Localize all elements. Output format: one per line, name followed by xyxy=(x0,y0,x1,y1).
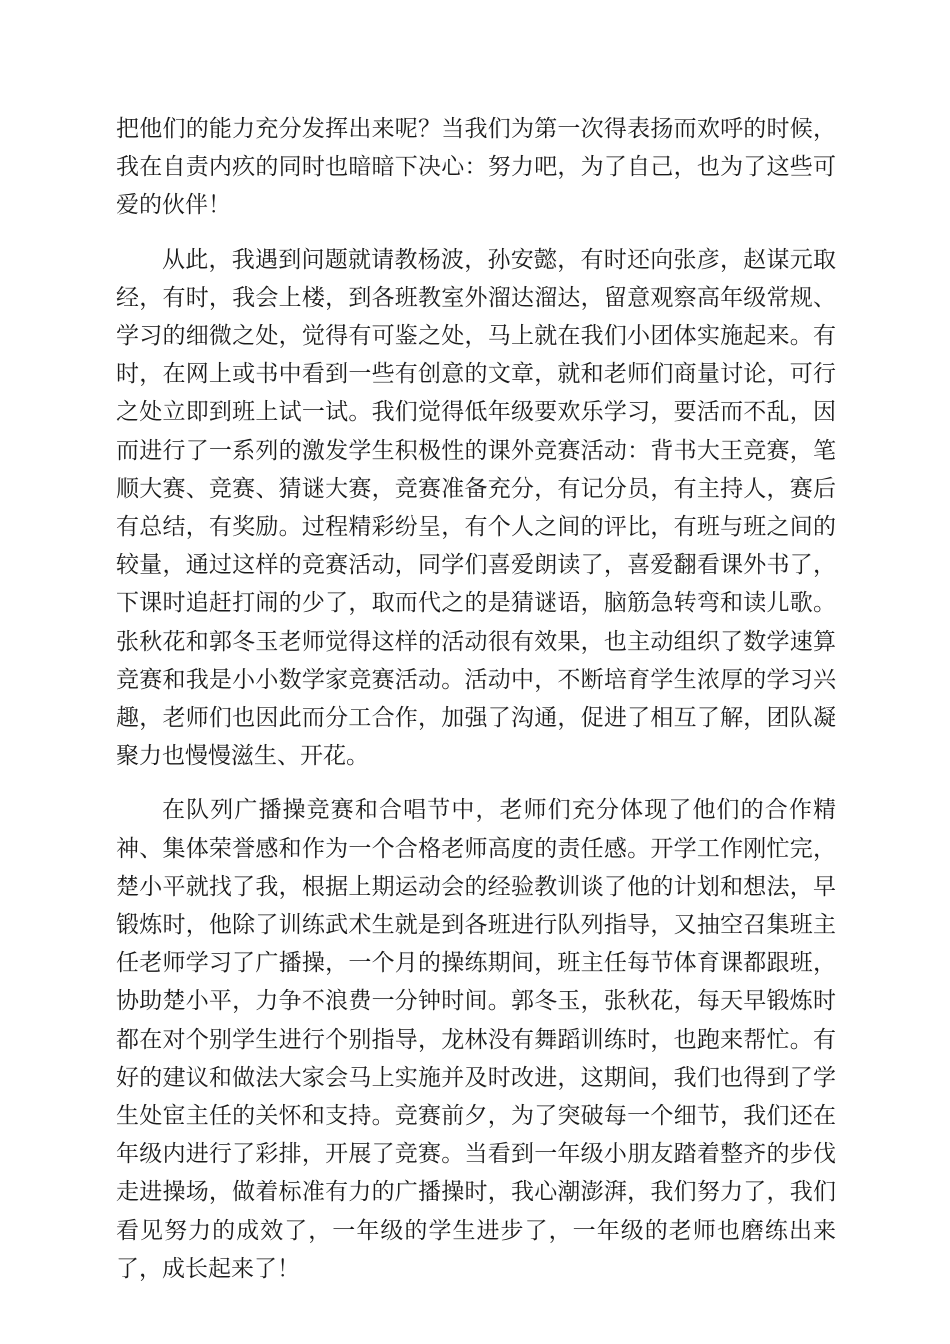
paragraph-continuation: 把他们的能力充分发挥出来呢？当我们为第一次得表扬而欢呼的时候，我在自责内疚的同时也暗暗下决心：努力吧，为了自己，也为了这些可爱的伙伴！ xyxy=(116,116,836,219)
paragraph-exercise-competition: 在队列广播操竞赛和合唱节中，老师们充分体现了他们的合作精神、集体荣誉感和作为一个合格老师高度的责任感。开学工作刚忙完，楚小平就找了我，根据上期运动会的经验教训谈了他的计划和想法，早锻炼时，他除了训练武术生就是到各班进行队列指导，又抽空召集班主任老师学习了广播操，一个月的操练期间，班主任每节体育课都跟班，协助楚小平，力争不浪费一分钟时间。郭冬玉，张秋花，每天早锻炼时都在对个别学生进行个别指导，龙林没有舞蹈训练时，也跑来帮忙。有好的建议和做法大家会马上实施并及时改进，这期间，我们也得到了学生处宦主任的关怀和支持。竞赛前夕，为了突破每一个细节，我们还在年级内进行了彩排，开展了竞赛。当看到一年级小朋友踏着整齐的步伐走进操场，做着标准有力的广播操时，我心潮澎湃，我们努力了，我们看见努力的成效了，一年级的学生进步了，一年级的老师也磨练出来了，成长起来了！ xyxy=(116,797,836,1282)
document-body xyxy=(116,110,836,1304)
paragraph-teamwork-activities: 从此，我遇到问题就请教杨波，孙安懿，有时还向张彦，赵谋元取经，有时，我会上楼，到各班教室外溜达溜达，留意观察高年级常规、学习的细微之处，觉得有可鉴之处，马上就在我们小团体实施起来。有时，在网上或书中看到一些有创意的文章，就和老师们商量讨论，可行之处立即到班上试一试。我们觉得低年级要欢乐学习，要活而不乱，因而进行了一系列的激发学生积极性的课外竞赛活动：背书大王竞赛，笔顺大赛、竞赛、猜谜大赛，竞赛准备充分，有记分员，有主持人，赛后有总结，有奖励。过程精彩纷呈，有个人之间的评比，有班与班之间的较量，通过这样的竞赛活动，同学们喜爱朗读了，喜爱翻看课外书了，下课时追赶打闹的少了，取而代之的是猜谜语，脑筋急转弯和读儿歌。张秋花和郭冬玉老师觉得这样的活动很有效果，也主动组织了数学速算竞赛和我是小小数学家竞赛活动。活动中，不断培育学生浓厚的学习兴趣，老师们也因此而分工合作，加强了沟通，促进了相互了解，团队凝聚力也慢慢滋生、开花。 xyxy=(116,246,836,770)
